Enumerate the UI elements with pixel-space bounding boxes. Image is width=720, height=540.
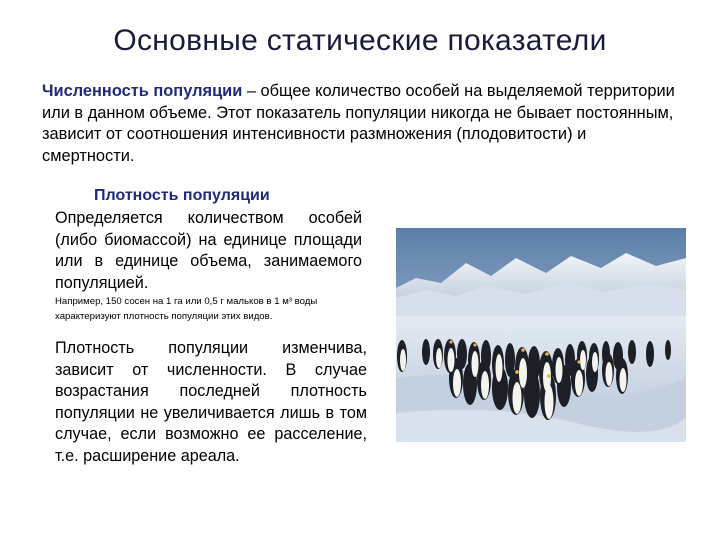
density-variability-paragraph: Плотность популяции изменчива, зависит от численности. В случае возрастания последней плотность популяции не увеличивается лишь в том случае, если возможно ее расселение, т.е. расширение ареала. xyxy=(55,339,367,465)
population-density-heading: Плотность популяции xyxy=(94,187,270,204)
population-density-definition: Определяется количеством особей (либо биомассой) на единице площади или в единице объема, занимаемого популяцией. xyxy=(55,209,362,292)
penguin-colony-photo xyxy=(396,228,686,442)
population-size-paragraph xyxy=(42,81,682,167)
population-size-definition: – общее количество особей на выделяемой территории или в данном объеме. Этот показатель популяции никогда не бывает постоянным, зависит от соотношения интенсивности размножения (плодовитости) и смертности. xyxy=(42,82,675,165)
slide-title: Основные статические показатели xyxy=(113,24,607,57)
population-size-term: Численность популяции xyxy=(42,82,243,100)
density-example-note: Например, 150 сосен на 1 га или 0,5 г мальков в 1 м³ воды характеризуют плотность популяции этих видов. xyxy=(55,296,318,322)
